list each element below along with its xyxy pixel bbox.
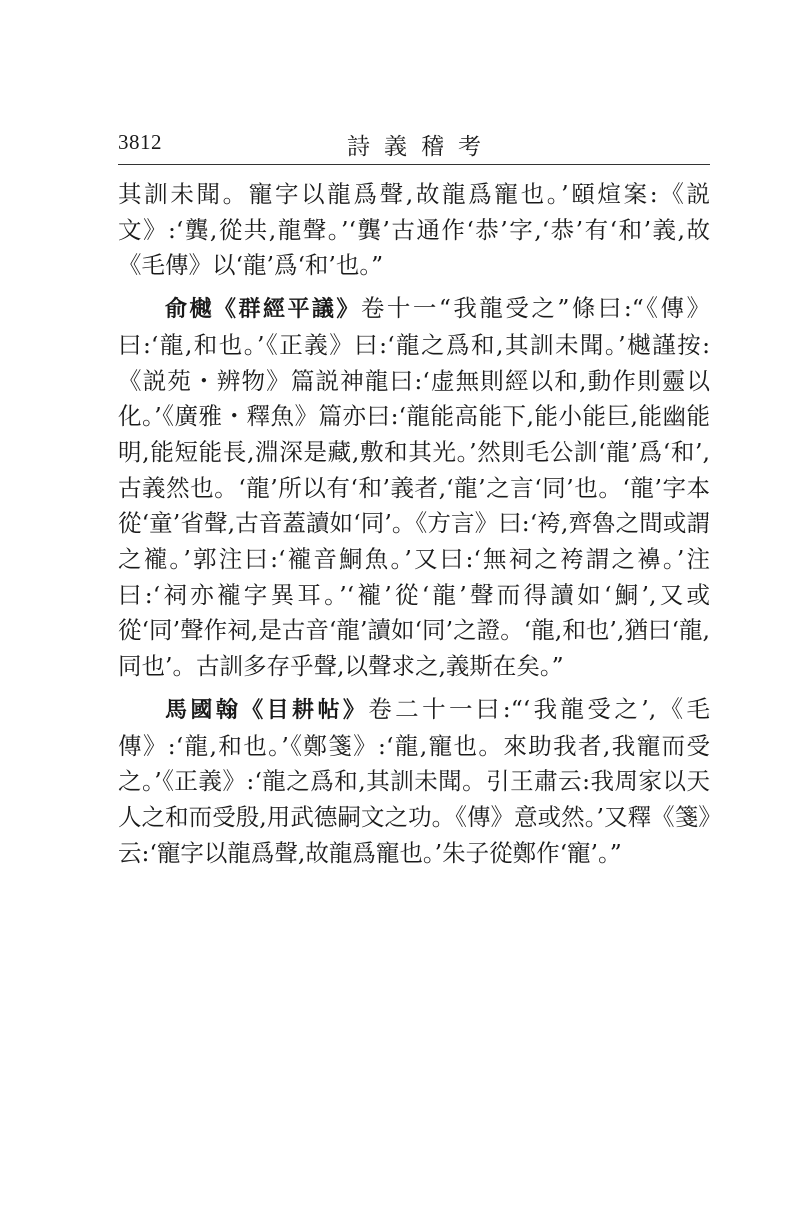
paragraph-ma-guohan (118, 692, 710, 872)
running-title: 詩義稽考 (347, 134, 495, 160)
header-rule (118, 164, 710, 165)
paragraph-text: 卷二十一曰:“‘我龍受之’,《毛傳》:‘龍,和也。’《鄭箋》:‘龍,寵也。來助我者,我寵而受之。’《正義》:‘龍之爲和,其訓未聞。引王肅云:我周家以天人之和而受殷,用武德嗣文之功。《傳》意或然。’又釋《箋》云:‘寵字以龍爲聲,故龍爲寵也。’朱子從鄭作‘寵’。” (118, 694, 710, 867)
paragraph-continuation (118, 177, 710, 284)
paragraph-text: 其訓未聞。寵字以龍爲聲,故龍爲寵也。’頤煊案:《説文》:‘龔,從共,龍聲。’‘龔’古通作‘恭’字,‘恭’有‘和’義,故《毛傳》以‘龍’爲‘和’也。” (118, 180, 710, 280)
cited-work-heading: 馬國翰《目耕帖》 (165, 697, 369, 723)
page-number: 3812 (118, 130, 162, 154)
paragraph-text: 卷十一“我龍受之”條曰:“《傳》曰:‘龍,和也。’《正義》曰:‘龍之爲和,其訓未聞。’樾謹按:《説苑・辨物》篇説神龍曰:‘虚無則經以和,動作則靈以化。’《廣雅・釋魚》篇亦曰:‘龍能高能下,能小能巨,能幽能明,能短能長,淵深是藏,敷和其光。’然則毛公訓‘龍’爲‘和’,古義然也。‘龍’所以有‘和’義者,‘龍’之言‘同’也。‘龍’字本從‘童’省聲,古音蓋讀如‘同’。《方言》曰:‘袴,齊魯之間或謂之襱。’郭注曰:‘襱音鮦魚。’又曰:‘無祠之袴謂之襣。’注曰:‘祠亦襱字異耳。’‘襱’從‘龍’聲而得讀如‘鮦’,又或從‘同’聲作祠,是古音‘龍’讀如‘同’之證。‘龍,和也’,猶曰‘龍,同也’。古訓多存乎聲,以聲求之,義斯在矣。” (118, 294, 710, 681)
page-header (118, 128, 710, 162)
body-text (118, 177, 710, 871)
paragraph-yu-yue (118, 291, 710, 685)
cited-work-heading: 俞樾《群經平議》 (165, 297, 361, 323)
